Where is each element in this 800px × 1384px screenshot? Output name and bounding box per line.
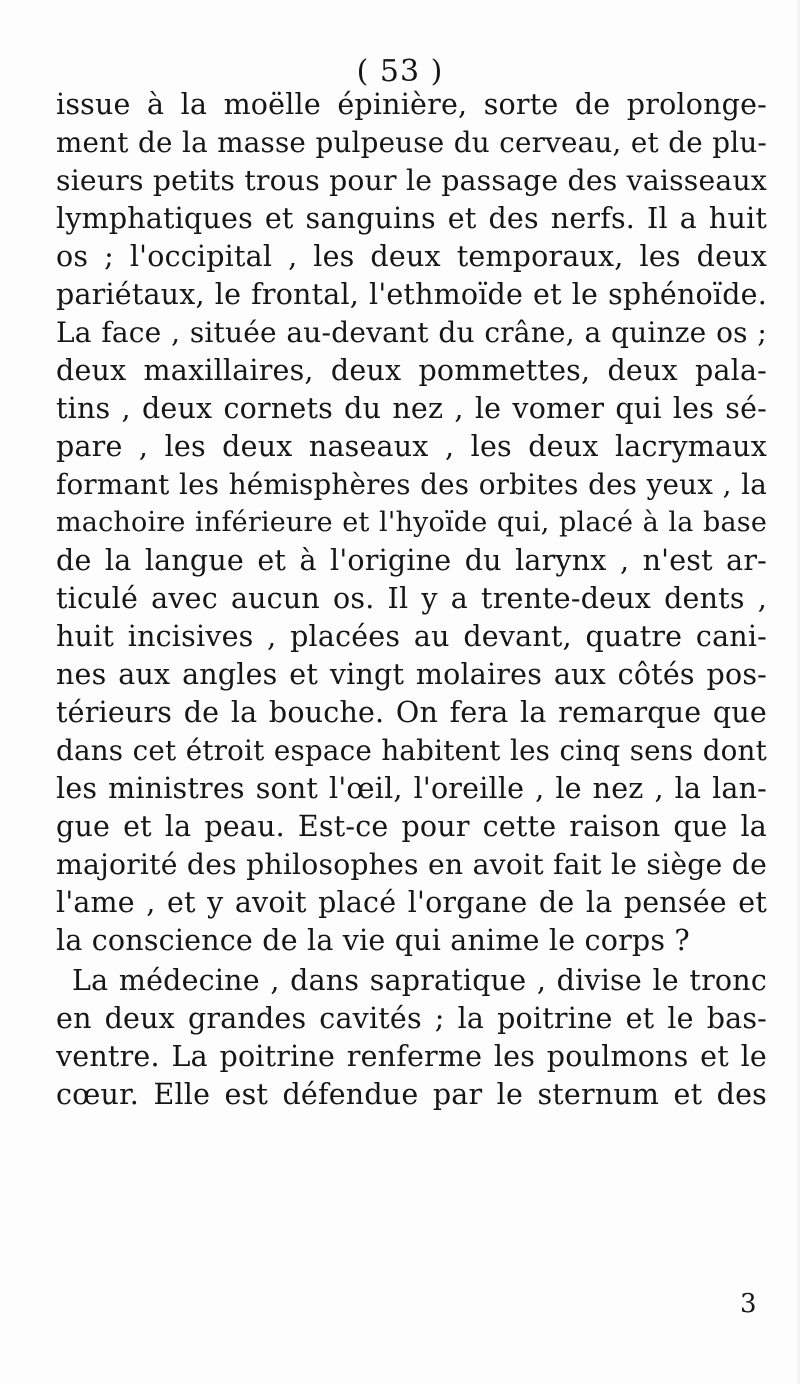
text-line: machoire inférieure et l'hyoïde qui, placé à la base (56, 507, 767, 538)
text-line: les ministres sont l'œil, l'oreille , le nez , la lan- (56, 772, 767, 805)
text-line: tins , deux cornets du nez , le vomer qui les sé- (56, 392, 767, 425)
page-edge-shadow (796, 0, 800, 1384)
text-line: os ; l'occipital , les deux temporaux, les deux (56, 240, 767, 273)
text-line: pariétaux, le frontal, l'ethmoïde et le sphénoïde. (56, 278, 767, 311)
text-line: en deux grandes cavités ; la poitrine et le bas- (56, 1002, 767, 1035)
text-line: La face , située au-devant du crâne, a quinze os ; (56, 316, 767, 349)
text-line: La médecine , dans sapratique , divise le tronc (72, 964, 767, 997)
text-line: formant les hémisphères des orbites des yeux , la (56, 468, 767, 501)
text-line: sieurs petits trous pour le passage des vaisseaux (56, 164, 767, 197)
text-line: dans cet étroit espace habitent les cinq sens dont (56, 734, 767, 767)
text-line: issue à la moëlle épinière, sorte de prolonge- (56, 88, 767, 121)
text-line: ventre. La poitrine renferme les poulmons et le (56, 1040, 767, 1073)
text-line: pare , les deux naseaux , les deux lacrymaux (56, 430, 767, 463)
page-number: ( 53 ) (356, 54, 444, 89)
text-line: deux maxillaires, deux pommettes, deux pala- (56, 354, 767, 387)
text-line: huit incisives , placées au devant, quatre cani- (56, 620, 767, 653)
text-line: gue et la peau. Est-ce pour cette raison que la (56, 810, 767, 843)
text-line: térieurs de la bouche. On fera la remarque que (56, 696, 767, 729)
text-line: l'ame , et y avoit placé l'organe de la pensée et (56, 886, 767, 919)
text-line: lymphatiques et sanguins et des nerfs. Il a huit (56, 202, 767, 235)
text-line: cœur. Elle est défendue par le sternum et des (56, 1078, 767, 1111)
text-line: la conscience de la vie qui anime le corps ? (56, 924, 690, 957)
text-line: majorité des philosophes en avoit fait le siège de (56, 848, 767, 881)
signature-mark: 3 (740, 1289, 757, 1319)
text-line: nes aux angles et vingt molaires aux côtés pos- (56, 658, 767, 691)
text-line: ment de la masse pulpeuse du cerveau, et de plu- (56, 126, 767, 159)
text-line: ticulé avec aucun os. Il y a trente-deux dents , (56, 582, 767, 615)
text-line: de la langue et à l'origine du larynx , n'est ar- (56, 544, 767, 577)
